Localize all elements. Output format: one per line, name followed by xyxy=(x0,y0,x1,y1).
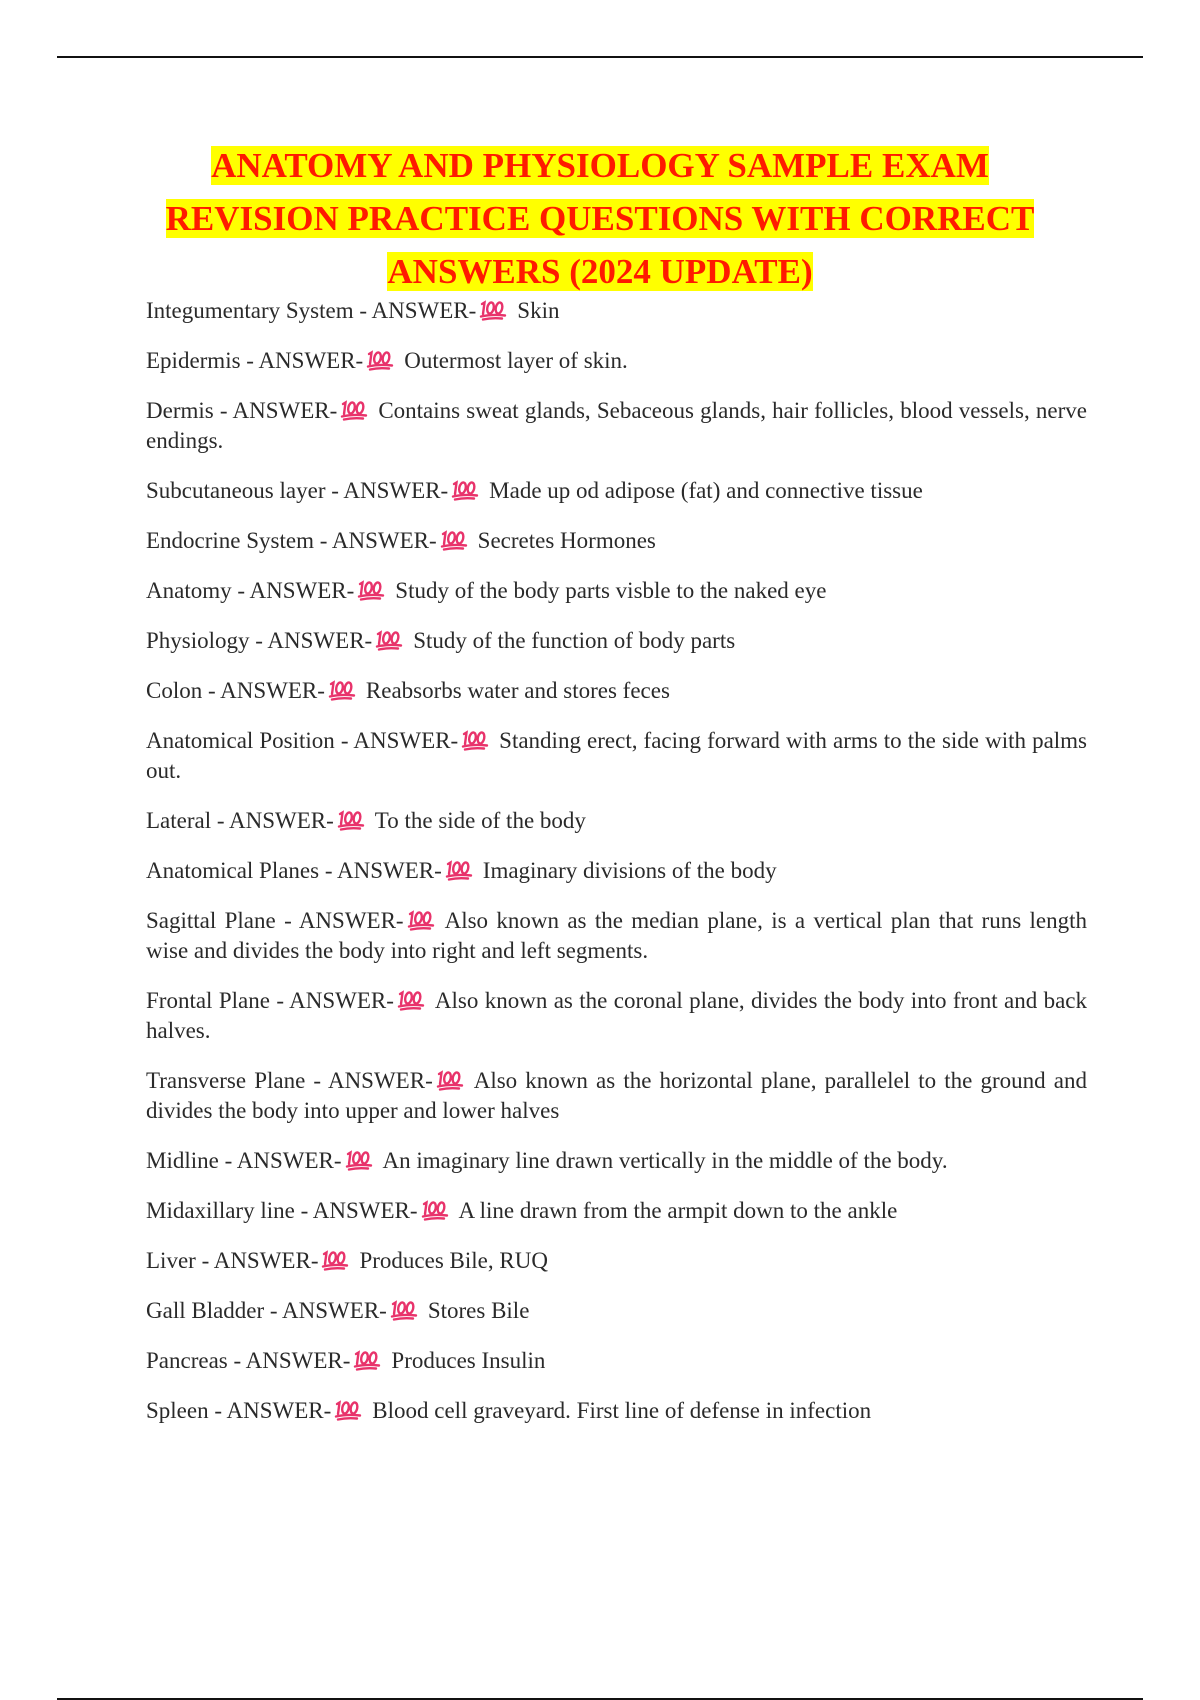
qa-answer: Contains sweat glands, Sebaceous glands, hair follicles, blood vessels, nerve endings. xyxy=(146,398,1087,453)
qa-item: Frontal Plane - ANSWER- Also known as the coronal plane, divides the body into front and back halves. xyxy=(146,988,1088,1043)
qa-answer: Skin xyxy=(517,298,560,323)
qa-item: Pancreas - ANSWER- Produces Insulin xyxy=(146,1348,546,1373)
qa-term: Endocrine System xyxy=(146,528,314,553)
hundred-points-icon xyxy=(421,1199,449,1219)
qa-answer: Imaginary divisions of the body xyxy=(482,858,777,883)
title-line-1: ANATOMY AND PHYSIOLOGY SAMPLE EXAM xyxy=(211,146,989,185)
qa-item: Gall Bladder - ANSWER- Stores Bile xyxy=(146,1298,530,1323)
qa-term: Midline xyxy=(146,1148,219,1173)
answer-marker: ANSWER- xyxy=(229,808,334,833)
qa-answer: An imaginary line drawn vertically in the middle of the body. xyxy=(382,1148,948,1173)
answer-marker: ANSWER- xyxy=(213,1248,319,1273)
qa-term: Pancreas xyxy=(146,1348,228,1373)
hundred-points-icon xyxy=(445,859,473,879)
qa-answer: Secretes Hormones xyxy=(477,528,656,553)
answer-marker: ANSWER- xyxy=(267,628,373,653)
qa-answer: Study of the body parts visble to the naked eye xyxy=(395,578,827,603)
qa-term: Integumentary System xyxy=(146,298,354,323)
qa-term: Gall Bladder xyxy=(146,1298,265,1323)
qa-term: Dermis xyxy=(146,398,214,423)
qa-term: Lateral xyxy=(146,808,212,833)
qa-term: Midaxillary line xyxy=(146,1198,295,1223)
qa-answer: Made up od adipose (fat) and connective tissue xyxy=(489,478,923,503)
qa-item: Liver - ANSWER- Produces Bile, RUQ xyxy=(146,1248,548,1273)
answer-marker: ANSWER- xyxy=(312,1198,418,1223)
qa-answer: Produces Insulin xyxy=(391,1348,546,1373)
qa-answer: To the side of the body xyxy=(374,808,586,833)
qa-term: Transverse Plane xyxy=(146,1068,306,1093)
hundred-points-icon xyxy=(328,679,356,699)
qa-item: Integumentary System - ANSWER- Skin xyxy=(146,298,560,323)
hundred-points-icon xyxy=(334,1399,362,1419)
hundred-points-icon xyxy=(440,529,468,549)
qa-item: Physiology - ANSWER- Study of the function of body parts xyxy=(146,628,736,653)
qa-term: Spleen xyxy=(146,1398,209,1423)
answer-marker: ANSWER- xyxy=(331,528,437,553)
qa-term: Epidermis xyxy=(146,348,241,373)
qa-term: Anatomical Planes xyxy=(146,858,320,883)
qa-answer: Produces Bile, RUQ xyxy=(359,1248,548,1273)
qa-item: Epidermis - ANSWER- Outermost layer of skin. xyxy=(146,348,628,373)
qa-term: Physiology xyxy=(146,628,250,653)
qa-term: Liver xyxy=(146,1248,196,1273)
hundred-points-icon xyxy=(479,299,507,319)
qa-answer: Study of the function of body parts xyxy=(413,628,736,653)
qa-answer: Standing erect, facing forward with arms to the side with palms out. xyxy=(146,728,1088,783)
answer-marker: ANSWER- xyxy=(337,858,442,883)
qa-answer: Also known as the horizontal plane, parallelel to the ground and divides the body into upper and lower halves xyxy=(146,1068,1087,1123)
hundred-points-icon xyxy=(451,479,479,499)
qa-term: Colon xyxy=(146,678,203,703)
answer-marker: ANSWER- xyxy=(220,678,325,703)
qa-term: Subcutaneous layer xyxy=(146,478,326,503)
answer-marker: ANSWER- xyxy=(298,908,404,933)
answer-marker: ANSWER- xyxy=(371,298,477,323)
title-line-3: ANSWERS (2024 UPDATE) xyxy=(387,252,813,291)
answer-marker: ANSWER- xyxy=(236,1148,342,1173)
qa-item: Transverse Plane - ANSWER- Also known as the horizontal plane, parallelel to the ground and divides the body into upper and lower halves xyxy=(146,1068,1087,1123)
answer-marker: ANSWER- xyxy=(232,398,338,423)
qa-item: Anatomy - ANSWER- Study of the body parts visble to the naked eye xyxy=(146,578,827,603)
answer-marker: ANSWER- xyxy=(282,1298,387,1323)
qa-item: Sagittal Plane - ANSWER- Also known as the median plane, is a vertical plan that runs length wise and divides the body into right and left segments. xyxy=(146,908,1088,963)
qa-answer: Blood cell graveyard. First line of defense in infection xyxy=(372,1398,872,1423)
hundred-points-icon xyxy=(345,1149,373,1169)
qa-item: Midline - ANSWER- An imaginary line drawn vertically in the middle of the body. xyxy=(146,1148,948,1173)
qa-answer: Outermost layer of skin. xyxy=(404,348,628,373)
hundred-points-icon xyxy=(390,1299,418,1319)
answer-marker: ANSWER- xyxy=(249,578,355,603)
qa-term: Anatomical Position xyxy=(146,728,335,753)
qa-item: Lateral - ANSWER- To the side of the body xyxy=(146,808,586,833)
qa-item: Subcutaneous layer - ANSWER- Made up od adipose (fat) and connective tissue xyxy=(146,478,923,503)
qa-term: Anatomy xyxy=(146,578,232,603)
hundred-points-icon xyxy=(337,809,365,829)
answer-marker: ANSWER- xyxy=(226,1398,332,1423)
qa-item: Dermis - ANSWER- Contains sweat glands, Sebaceous glands, hair follicles, blood vessels, nerve endings. xyxy=(146,398,1087,453)
document-title xyxy=(60,143,1140,302)
hundred-points-icon xyxy=(436,1069,464,1089)
hundred-points-icon xyxy=(397,989,425,1009)
answer-marker: ANSWER- xyxy=(343,478,449,503)
title-line-2: REVISION PRACTICE QUESTIONS WITH CORRECT xyxy=(165,199,1035,238)
hundred-points-icon xyxy=(366,349,394,369)
qa-item: Endocrine System - ANSWER- Secretes Hormones xyxy=(146,528,656,553)
hundred-points-icon xyxy=(353,1349,381,1369)
hundred-points-icon xyxy=(375,629,403,649)
answer-marker: ANSWER- xyxy=(258,348,364,373)
top-divider xyxy=(57,56,1143,58)
hundred-points-icon xyxy=(407,909,435,929)
qa-answer: Reabsorbs water and stores feces xyxy=(365,678,670,703)
qa-item: Anatomical Position - ANSWER- Standing erect, facing forward with arms to the side with palms out. xyxy=(146,728,1088,783)
answer-marker: ANSWER- xyxy=(327,1068,433,1093)
hundred-points-icon xyxy=(340,399,368,419)
qa-term: Sagittal Plane xyxy=(146,908,276,933)
hundred-points-icon xyxy=(461,729,489,749)
qa-item: Midaxillary line - ANSWER- A line drawn from the armpit down to the ankle xyxy=(146,1198,898,1223)
qa-item: Spleen - ANSWER- Blood cell graveyard. First line of defense in infection xyxy=(146,1398,872,1423)
qa-answer: A line drawn from the armpit down to the ankle xyxy=(458,1198,898,1223)
qa-item: Anatomical Planes - ANSWER- Imaginary divisions of the body xyxy=(146,858,777,883)
qa-item: Colon - ANSWER- Reabsorbs water and stores feces xyxy=(146,678,670,703)
qa-answer: Also known as the median plane, is a vertical plan that runs length wise and divides the body into right and left segments. xyxy=(146,908,1088,963)
hundred-points-icon xyxy=(321,1249,349,1269)
qa-term: Frontal Plane xyxy=(146,988,270,1013)
qa-answer: Also known as the coronal plane, divides the body into front and back halves. xyxy=(146,988,1088,1043)
answer-marker: ANSWER- xyxy=(289,988,394,1013)
hundred-points-icon xyxy=(357,579,385,599)
answer-marker: ANSWER- xyxy=(353,728,459,753)
qa-answer: Stores Bile xyxy=(427,1298,530,1323)
qa-list xyxy=(146,296,1087,1446)
answer-marker: ANSWER- xyxy=(245,1348,351,1373)
